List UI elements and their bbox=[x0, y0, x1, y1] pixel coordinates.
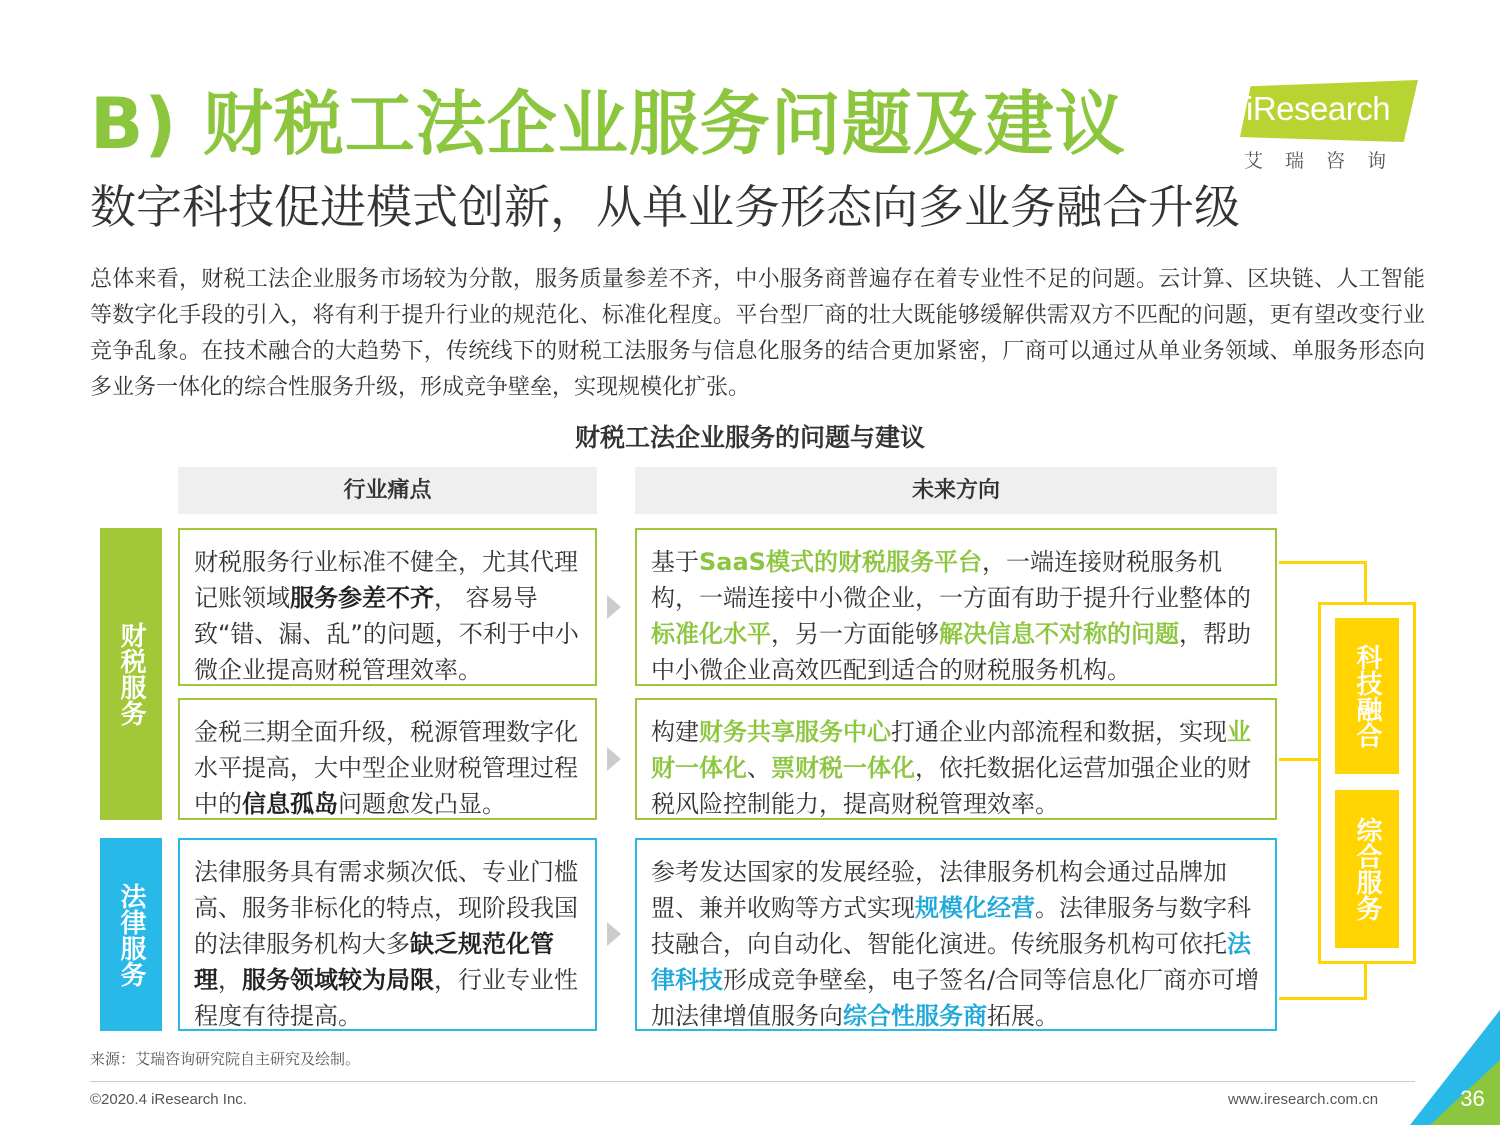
page-subtitle: 数字科技促进模式创新，从单业务形态向多业务融合升级 bbox=[90, 180, 1240, 234]
highlight-text: 票财税一体化 bbox=[771, 754, 915, 782]
highlight-text: 服务参差不齐 bbox=[290, 584, 434, 612]
text-segment: 金税三期全面升级，税源管理数字化水平提高，大中型企业财税管理过程中的 bbox=[194, 718, 578, 818]
highlight-text: 综合性服务商 bbox=[843, 1002, 987, 1030]
connector-line bbox=[1279, 997, 1367, 1000]
pain-text-3 bbox=[194, 854, 581, 1034]
category-legal-label: 法律服务 bbox=[116, 882, 146, 987]
footer-divider bbox=[90, 1081, 1415, 1082]
column-header-pain-points: 行业痛点 bbox=[178, 467, 597, 514]
pain-text-1 bbox=[194, 544, 581, 688]
highlight-text: 服务领域较为局限 bbox=[242, 966, 434, 994]
text-segment: 财税服务行业标准不健全，尤其代理记账领域 bbox=[194, 548, 578, 612]
highlight-text: 财务共享服务中心 bbox=[699, 718, 891, 746]
category-finance-label: 财税服务 bbox=[116, 622, 146, 726]
highlight-text: 解决信息不对称的问题 bbox=[939, 620, 1179, 648]
pain-box-2 bbox=[178, 698, 597, 820]
arrow-right-icon bbox=[607, 747, 621, 771]
connector-line bbox=[1279, 758, 1318, 761]
text-segment: 打通企业内部流程和数据，实现 bbox=[891, 718, 1227, 746]
text-segment: 构建 bbox=[651, 718, 699, 746]
page-number: 36 bbox=[1460, 1086, 1485, 1111]
integrated-service-block bbox=[1335, 790, 1399, 948]
pain-text-2 bbox=[194, 714, 581, 822]
text-segment: 基于 bbox=[651, 548, 699, 576]
source-note: 来源：艾瑞咨询研究院自主研究及绘制。 bbox=[90, 1050, 361, 1068]
text-segment: 。法律服务与数字科技融合，向自动化、智能化演进。传统服务机构可依托 bbox=[651, 894, 1251, 958]
connector-line bbox=[1364, 964, 1367, 1000]
future-box-2 bbox=[635, 698, 1277, 820]
highlight-text: 标准化水平 bbox=[651, 620, 771, 648]
highlight-text: 法律科技 bbox=[651, 930, 1251, 994]
text-segment: ，帮助中小微企业高效匹配到适合的财税服务机构。 bbox=[651, 620, 1251, 684]
text-segment: 形成竞争壁垒，电子签名/合同等信息化厂商亦可增加法律增值服务向 bbox=[651, 966, 1260, 1030]
diagram-title: 财税工法企业服务的问题与建议 bbox=[574, 423, 925, 452]
category-finance-services bbox=[100, 528, 162, 820]
future-box-1 bbox=[635, 528, 1277, 686]
text-segment: ， bbox=[218, 966, 242, 994]
future-text-1 bbox=[651, 544, 1261, 688]
tech-integration-block bbox=[1335, 618, 1399, 774]
future-box-3 bbox=[635, 838, 1277, 1031]
page-title: B) 财税工法企业服务问题及建议 bbox=[90, 83, 1126, 165]
highlight-text: 信息孤岛 bbox=[242, 790, 338, 818]
pain-box-1 bbox=[178, 528, 597, 686]
arrow-right-icon bbox=[607, 922, 621, 946]
highlight-text: 缺乏规范化管理 bbox=[194, 930, 554, 994]
text-segment: 、 bbox=[747, 754, 771, 782]
pain-box-3 bbox=[178, 838, 597, 1031]
tech-integration-label: 科技融合 bbox=[1352, 644, 1382, 748]
arrow-right-icon bbox=[607, 595, 621, 619]
column-header-future-direction: 未来方向 bbox=[635, 467, 1277, 514]
text-segment: 拓展。 bbox=[987, 1002, 1059, 1030]
highlight-text: 规模化经营 bbox=[915, 894, 1035, 922]
copyright: ©2020.4 iResearch Inc. bbox=[90, 1091, 247, 1108]
highlight-text: 业财一体化 bbox=[651, 718, 1251, 782]
future-text-3 bbox=[651, 854, 1261, 1034]
connector-line bbox=[1279, 561, 1367, 564]
text-segment: ，依托数据化运营加强企业的财税风险控制能力，提高财税管理效率。 bbox=[651, 754, 1251, 818]
connector-line bbox=[1364, 561, 1367, 602]
category-legal-services bbox=[100, 838, 162, 1031]
text-segment: ，行业专业性程度有待提高。 bbox=[194, 966, 578, 1030]
iresearch-logo bbox=[1240, 80, 1430, 170]
text-segment: 法律服务具有需求频次低、专业门槛高、服务非标化的特点，现阶段我国的法律服务机构大多 bbox=[194, 858, 578, 958]
text-segment: ，一端连接财税服务机构，一端连接中小微企业，一方面有助于提升行业整体的 bbox=[651, 548, 1251, 612]
logo-brand: iResearch bbox=[1246, 90, 1391, 127]
logo-subtitle: 艾瑞咨询 bbox=[1244, 150, 1409, 172]
text-segment: 问题愈发凸显。 bbox=[338, 790, 506, 818]
highlight-text: SaaS模式的财税服务平台 bbox=[699, 548, 982, 576]
text-segment: ，另一方面能够 bbox=[771, 620, 939, 648]
future-text-2 bbox=[651, 714, 1261, 822]
text-segment: ， 容易导致“错、漏、乱”的问题，不利于中小微企业提高财税管理效率。 bbox=[194, 584, 579, 684]
integrated-service-label: 综合服务 bbox=[1352, 817, 1382, 921]
text-segment: 参考发达国家的发展经验，法律服务机构会通过品牌加盟、兼并收购等方式实现 bbox=[651, 858, 1227, 922]
intro-paragraph: 总体来看，财税工法企业服务市场较为分散，服务质量参差不齐，中小服务商普遍存在着专业性不足的问题。云计算、区块链、人工智能等数字化手段的引入，将有利于提升行业的规范化、标准化程度。平台型厂商的壮大既能够缓解供需双方不匹配的问题，更有望改变行业竞争乱象。在技术融合的大趋势下，传统线下的财税工法服务与信息化服务的结合更加紧密，厂商可以通过从单业务领域、单服务形态向多业务一体化的综合性服务升级，形成竞争壁垒，实现规模化扩张。 bbox=[90, 267, 1425, 400]
website-url: www.iresearch.com.cn bbox=[1228, 1091, 1379, 1108]
